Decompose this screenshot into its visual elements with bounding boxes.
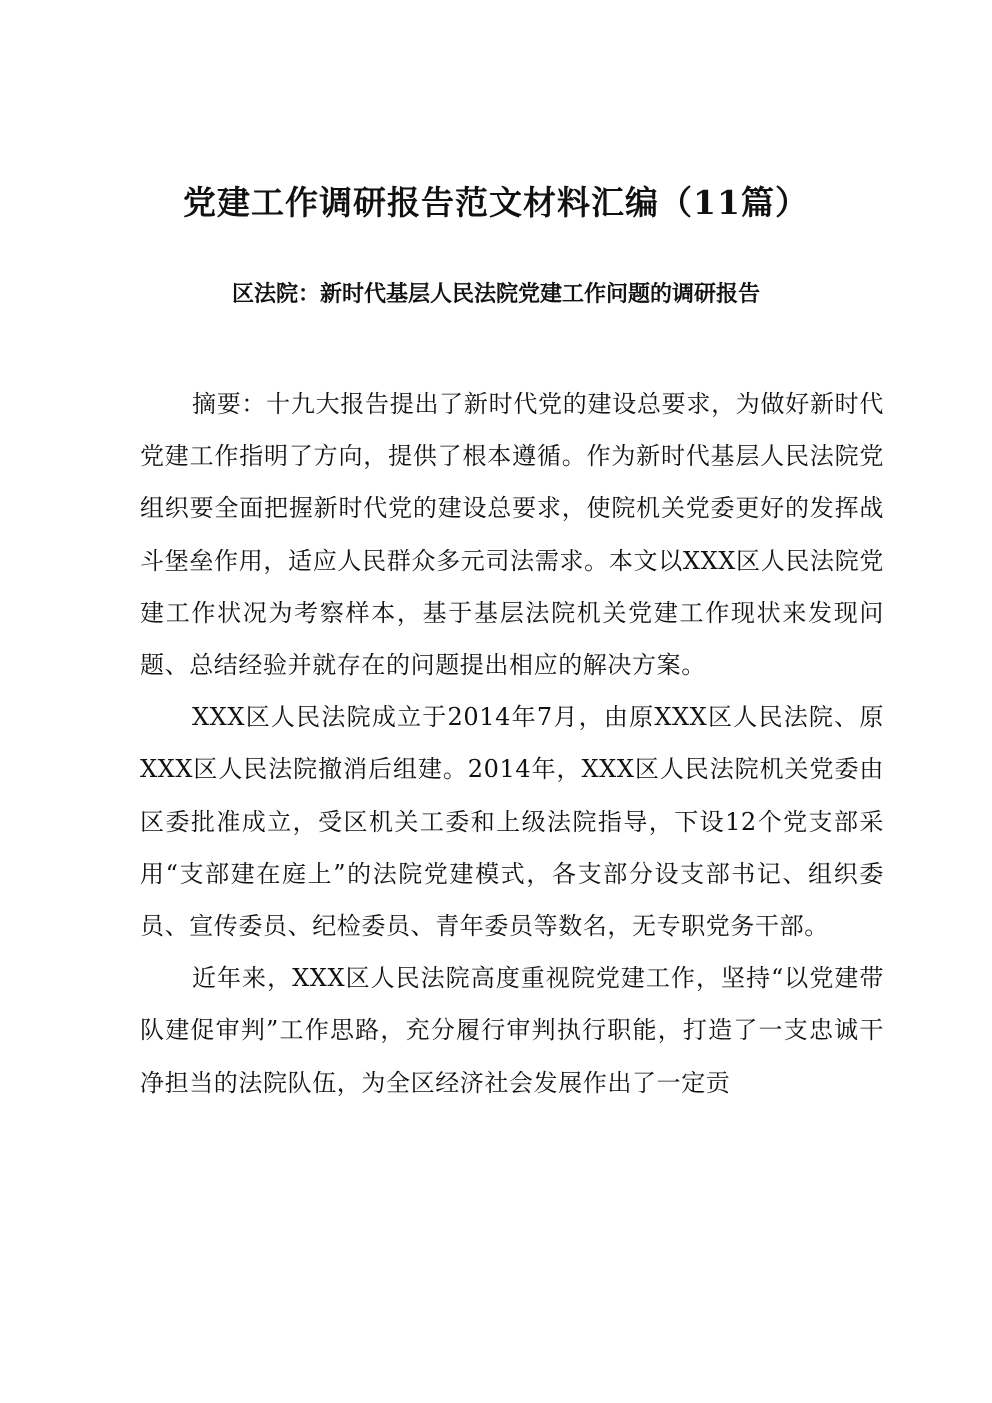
document-subtitle: 区法院：新时代基层人民法院党建工作问题的调研报告	[231, 281, 760, 307]
paragraph-court-history: XXX区人民法院成立于2014年7月，由原XXX区人民法院、原XXX区人民法院撤消后组建。2014年，XXX区人民法院机关党委由区委批准成立，受区机关工委和上级法院指导，下设12个党支部采用“支部建在庭上”的法院党建模式，各支部分设支部书记、组织委员、宣传委员、纪检委员、青年委员等数名，无专职党务干部。	[140, 703, 884, 941]
paragraph-abstract: 摘要：十九大报告提出了新时代党的建设总要求，为做好新时代党建工作指明了方向，提供了根本遵循。作为新时代基层人民法院党组织要全面把握新时代党的建设总要求，使院机关党委更好的发挥战斗堡垒作用，适应人民群众多元司法需求。本文以XXX区人民法院党建工作状况为考察样本，基于基层法院机关党建工作现状来发现问题、总结经验并就存在的问题提出相应的解决方案。	[140, 390, 884, 680]
document-body	[140, 378, 884, 1109]
paragraph-recent-work: 近年来，XXX区人民法院高度重视院党建工作，坚持“以党建带队建促审判”工作思路，充分履行审判执行职能，打造了一支忠诚干净担当的法院队伍，为全区经济社会发展作出了一定贡	[140, 964, 884, 1097]
document-title: 党建工作调研报告范文材料汇编（11篇）	[183, 183, 809, 222]
